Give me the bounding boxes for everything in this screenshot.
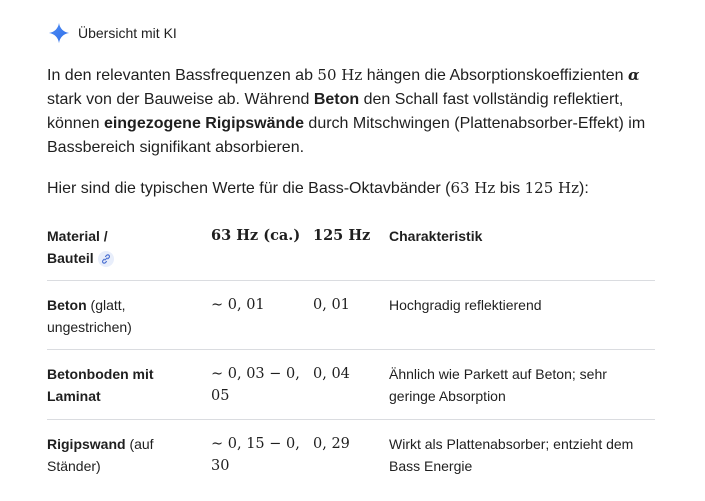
lead-paragraph: Hier sind die typischen Werte für die Bass-Oktavbänder (63 Hz bis 125 Hz): (47, 179, 589, 197)
ai-overview-header (48, 22, 177, 44)
header-characteristic: Charakteristik (389, 228, 483, 244)
row-63hz: ∼ 0, 03 − 0, 05 (211, 366, 300, 404)
row-characteristic: Wirkt als Plattenabsorber; entzieht dem Bass Energie (389, 436, 634, 474)
row-characteristic: Ähnlich wie Parkett auf Beton; sehr geringe Absorption (389, 366, 607, 404)
row-63hz: ∼ 0, 01 (211, 297, 265, 313)
absorption-table (47, 225, 655, 480)
row-125hz: 0, 04 (313, 366, 350, 382)
header-material: Material / Bauteil (47, 225, 142, 269)
link-icon[interactable] (98, 251, 114, 267)
table-header-row (47, 225, 655, 281)
intro-paragraph: In den relevanten Bassfrequenzen ab 50 Hz hängen die Absorptionskoeffizienten α stark von der Bauweise ab. Während Beton den Schall fast vollständig reflektiert, können eingezogene Rigipswände durch Mitschwingen (Plattenabsorber-Effekt) im Bassbereich signifikant absorbieren. (47, 66, 646, 156)
header-63hz: 63 Hz (ca.) (211, 227, 301, 244)
table-row (47, 420, 655, 480)
row-characteristic: Hochgradig reflektierend (389, 297, 542, 313)
ai-overview-title: Übersicht mit KI (78, 25, 177, 41)
table-row (47, 281, 655, 350)
row-material: Beton (glatt, ungestrichen) (47, 297, 132, 335)
gemini-sparkle-icon (48, 22, 70, 44)
row-125hz: 0, 29 (313, 436, 350, 452)
row-63hz: ∼ 0, 15 − 0, 30 (211, 436, 300, 474)
row-125hz: 0, 01 (313, 297, 350, 313)
row-material: Rigipswand (auf Ständer) (47, 436, 154, 474)
row-material: Betonboden mit Laminat (47, 366, 154, 404)
header-125hz: 125 Hz (313, 227, 371, 244)
table-row (47, 350, 655, 420)
